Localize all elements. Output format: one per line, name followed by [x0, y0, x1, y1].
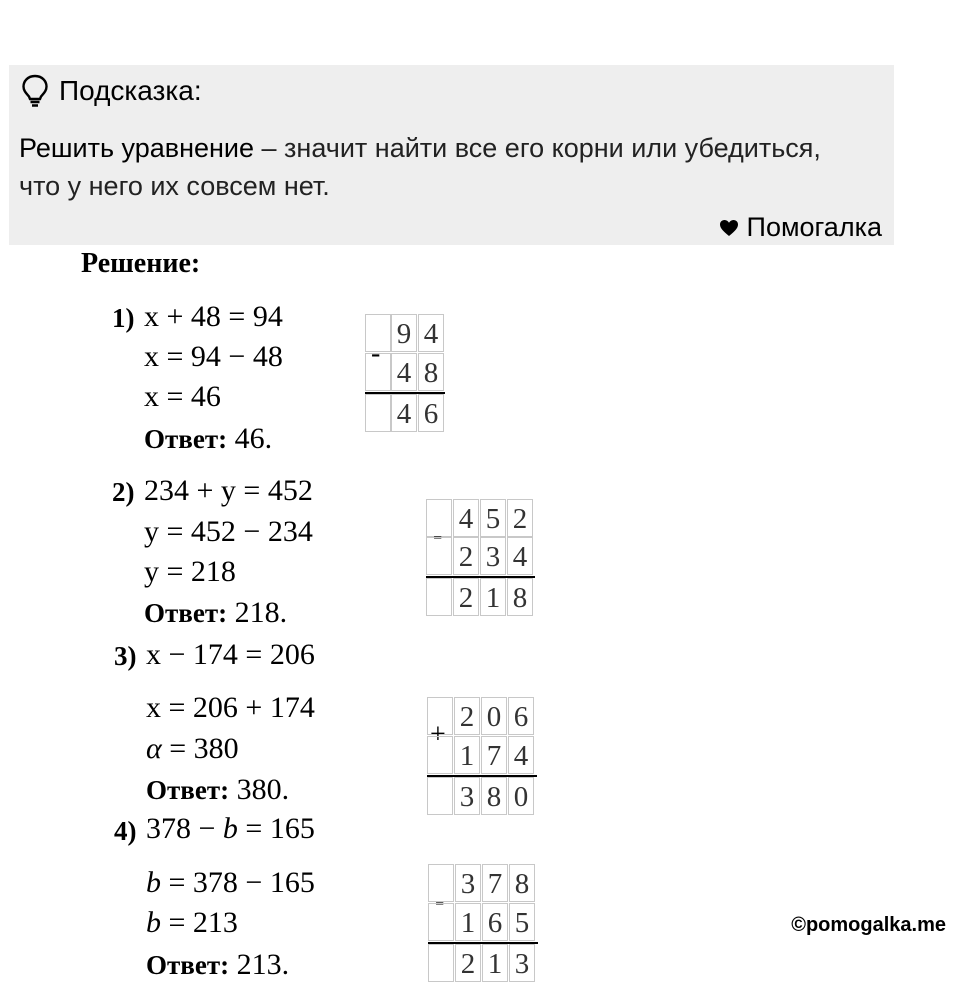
column-cell	[365, 353, 391, 391]
answer-value: 218.	[227, 596, 288, 629]
minus-sign: -	[433, 520, 443, 551]
column-cell: 6	[418, 394, 444, 432]
column-cell: 9	[391, 314, 417, 352]
problem-2-result: y = 218	[144, 555, 236, 588]
column-cell: 4	[418, 314, 444, 352]
column-cell: 3	[455, 864, 481, 902]
heart-icon	[719, 219, 739, 237]
problem-4-step	[146, 866, 315, 900]
problem-4-answer	[146, 948, 289, 982]
hint-term: Решить уравнение	[19, 133, 255, 163]
column-cell: 1	[480, 578, 506, 616]
variable: α	[146, 732, 162, 765]
problem-1-result: x = 46	[144, 380, 221, 413]
problem-2-number: 2)	[112, 477, 135, 507]
column-cell: 0	[481, 697, 507, 735]
problem-2-answer	[144, 596, 287, 630]
column-cell: 8	[418, 353, 444, 391]
variable: b	[146, 866, 161, 899]
hint-text-line1: – значит найти все его корни или убедиться,	[254, 133, 821, 163]
problem-3-result	[146, 732, 239, 766]
variable: b	[222, 812, 238, 845]
column-cell: 4	[508, 736, 534, 774]
hint-text	[19, 129, 879, 205]
column-cell: 8	[481, 777, 507, 815]
problem-3-answer	[146, 773, 289, 807]
solution-label: Решение:	[81, 248, 201, 279]
column-cell: 4	[391, 353, 417, 391]
column-cell	[428, 944, 454, 982]
answer-label: Ответ:	[144, 424, 228, 454]
column-cell: 6	[482, 903, 508, 941]
column-cell	[426, 578, 452, 616]
brand-label: Помогалка	[746, 212, 882, 242]
column-cell: 8	[507, 578, 533, 616]
column-cell: 7	[482, 864, 508, 902]
variable: b	[146, 906, 161, 939]
column-cell: 5	[509, 903, 535, 941]
column-cell	[428, 903, 454, 941]
column-cell: 4	[391, 394, 417, 432]
column-cell: 2	[453, 578, 479, 616]
hint-text-line2: что у него их совсем нет.	[19, 171, 330, 201]
column-cell: 3	[454, 777, 480, 815]
answer-label: Ответ:	[144, 598, 228, 628]
column-cell: 2	[507, 499, 533, 537]
column-cell: 1	[455, 903, 481, 941]
column-cell: 0	[508, 777, 534, 815]
column-cell: 2	[454, 697, 480, 735]
problem-4-equation	[146, 812, 315, 846]
column-cell	[426, 537, 452, 575]
column-cell: 3	[480, 537, 506, 575]
equation-part: 378 −	[146, 812, 223, 845]
minus-sign: -	[371, 338, 381, 369]
column-cell: 1	[454, 736, 480, 774]
equation-part: = 378 − 165	[161, 866, 315, 899]
hint-brand	[719, 212, 882, 243]
equation-part: = 165	[237, 812, 315, 845]
problem-3-step: x = 206 + 174	[146, 691, 315, 724]
minus-sign: -	[435, 886, 445, 917]
result-value: = 380	[161, 732, 239, 765]
column-cell: 4	[507, 537, 533, 575]
plus-sign: +	[430, 719, 446, 750]
problem-2-step: y = 452 − 234	[144, 515, 313, 548]
answer-value: 46.	[227, 422, 273, 455]
column-cell: 3	[509, 944, 535, 982]
problem-4-result	[146, 906, 238, 940]
problem-1-number: 1)	[112, 303, 135, 333]
column-cell	[427, 777, 453, 815]
problem-1-step: x = 94 − 48	[144, 340, 283, 373]
hint-header	[21, 73, 202, 109]
problem-3-equation: x − 174 = 206	[146, 638, 315, 671]
problem-1-equation: x + 48 = 94	[144, 300, 283, 333]
lightbulb-icon	[21, 74, 49, 108]
hint-title: Подсказка:	[59, 75, 202, 106]
equation-part: = 213	[161, 906, 238, 939]
answer-label: Ответ:	[146, 775, 230, 805]
problem-1-answer	[144, 422, 272, 456]
column-cell	[365, 394, 391, 432]
column-cell	[427, 736, 453, 774]
column-cell: 4	[453, 499, 479, 537]
column-cell: 5	[480, 499, 506, 537]
column-cell: 7	[481, 736, 507, 774]
column-cell: 6	[508, 697, 534, 735]
copyright: ©pomogalka.me	[791, 914, 946, 936]
column-cell: 8	[509, 864, 535, 902]
column-cell: 2	[455, 944, 481, 982]
column-cell: 1	[482, 944, 508, 982]
answer-value: 380.	[229, 773, 290, 806]
hint-box	[9, 65, 894, 245]
column-cell: 2	[453, 537, 479, 575]
answer-value: 213.	[229, 948, 290, 981]
problem-4-number: 4)	[114, 816, 137, 846]
answer-label: Ответ:	[146, 950, 230, 980]
problem-3-number: 3)	[114, 641, 137, 671]
problem-2-equation: 234 + y = 452	[144, 474, 313, 507]
